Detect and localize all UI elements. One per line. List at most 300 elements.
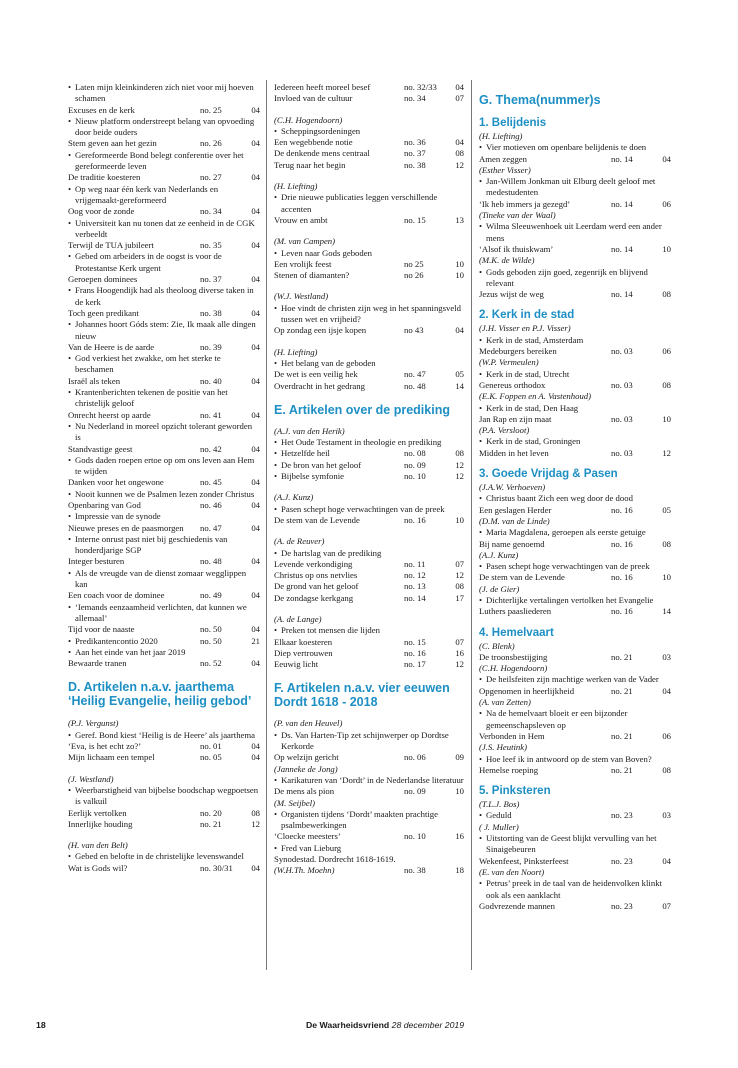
article-title: Hetzelfde heil (281, 448, 330, 459)
reference-line (68, 410, 260, 421)
page-ref: 13 (455, 214, 464, 225)
reference-line (68, 376, 260, 387)
bullet-text: Vier motieven om openbare belijdenis te doen (486, 142, 647, 153)
issue-number: no. 15 (404, 636, 426, 647)
issue-number: no. 30/31 (200, 862, 233, 873)
reference-line (68, 590, 260, 601)
reference-line (274, 148, 464, 159)
bullet-line (68, 319, 260, 342)
issue-number: no. 37 (200, 274, 222, 285)
issue-number: no. 23 (611, 855, 633, 866)
bullet-text: De heilsfeiten zijn machtige werken van de Vader (486, 674, 659, 685)
page-ref: 04 (662, 855, 671, 866)
issue-number: no. 21 (611, 651, 633, 662)
index-entry (274, 548, 464, 571)
author-name: (E.K. Foppen en A. Vastenhoud) (479, 391, 592, 402)
index-entry (274, 625, 464, 648)
reference-line (479, 154, 671, 165)
index-entry (479, 754, 671, 777)
author-name: (D.M. van de Linde) (479, 515, 550, 526)
page-ref: 04 (251, 104, 260, 115)
bullet-text: Gebed en belofte in de christelijke levenswandel (75, 851, 244, 862)
page-ref: 10 (455, 786, 464, 797)
bullet-text: Fred van Lieburg (281, 842, 342, 853)
page-ref: 16 (455, 647, 464, 658)
bullet-icon: • (68, 353, 72, 364)
bullet-text: Leven naar Gods geboden (281, 247, 372, 258)
bullet-line (68, 489, 260, 500)
issue-number: no. 50 (200, 624, 222, 635)
issue-number: no. 16 (404, 647, 426, 658)
page-ref: 12 (455, 570, 464, 581)
reference-line (479, 856, 671, 867)
index-entry (68, 319, 260, 353)
page-ref: 08 (455, 581, 464, 592)
index-entry (274, 593, 464, 604)
reference-line (479, 606, 671, 617)
reference-line (479, 505, 671, 516)
issue-number: no. 35 (200, 240, 222, 251)
index-entry (68, 785, 260, 819)
article-title: Stem geven aan het gezin (68, 138, 157, 149)
bullet-line (274, 625, 464, 636)
article-title: Nieuwe preses en de paasmorgen (68, 522, 184, 533)
index-entry (68, 602, 260, 636)
bullet-icon: • (479, 527, 483, 538)
bullet-line (479, 561, 671, 572)
issue-number: no 26 (404, 270, 424, 281)
article-title: Eeuwig licht (274, 659, 319, 670)
section-heading: F. Artikelen n.a.v. vier eeuwen Dordt 1618 - 2018 (274, 681, 450, 710)
bullet-icon: • (274, 448, 278, 459)
page-ref: 04 (251, 443, 260, 454)
page-ref: 10 (455, 514, 464, 525)
index-entry (68, 184, 260, 218)
bullet-line (68, 636, 260, 647)
bullet-line (274, 192, 464, 215)
article-title: ‘Ik heb immers ja gezegd’ (479, 198, 571, 209)
reference-line (479, 572, 671, 583)
bullet-body (281, 448, 464, 459)
bullet-icon: • (68, 251, 72, 262)
subsection-heading: 2. Kerk in de stad (479, 309, 575, 322)
reference-line (479, 686, 671, 697)
article-title: Van de Heere is de aarde (68, 341, 155, 352)
bullet-text: Op weg naar één kerk van Nederlands en vrijgemaakt-gereformeerd (75, 183, 219, 205)
index-entry (68, 636, 260, 647)
article-title: Toch geen predikant (68, 307, 139, 318)
article-title: Standvastige geest (68, 443, 133, 454)
author-name: (H. van den Belt) (68, 840, 128, 851)
reference-line (281, 448, 464, 459)
reference-line (274, 581, 464, 592)
bullet-line (479, 674, 671, 685)
article-title: Op zondag een ijsje kopen (274, 325, 367, 336)
page-ref: 04 (251, 862, 260, 873)
bullet-icon: • (479, 221, 483, 232)
reference-line (479, 539, 671, 550)
bullet-icon: • (68, 511, 72, 522)
index-entry (274, 648, 464, 659)
issue-number: no. 05 (200, 752, 222, 763)
author-name: (J.H. Visser en P.J. Visser) (479, 323, 571, 334)
column-divider (266, 80, 267, 970)
index-entry (479, 403, 671, 426)
bullet-icon: • (68, 217, 72, 228)
issue-number: no. 21 (611, 685, 633, 696)
reference-line (68, 624, 260, 635)
subsection-heading: 1. Belijdenis (479, 117, 547, 129)
index-entry (274, 659, 464, 670)
reference-line (479, 289, 671, 300)
reference-line (274, 593, 464, 604)
page-ref: 16 (455, 831, 464, 842)
bullet-icon: • (479, 142, 483, 153)
bullet-text: Impressie van de synode (75, 511, 161, 522)
article-title: Midden in het leven (479, 447, 549, 458)
author-name: (A.J. Kunz) (274, 492, 314, 503)
issue-number: no. 48 (404, 380, 426, 391)
reference-line (68, 138, 260, 149)
page-ref: 08 (662, 764, 671, 775)
page-ref: 04 (251, 658, 260, 669)
bullet-text: Interne onrust past niet bij geschiedenis van honderdjarige SGP (75, 533, 228, 556)
index-entry (68, 387, 260, 421)
index-entry (274, 471, 464, 482)
page-ref: 04 (251, 556, 260, 567)
bullet-line (68, 455, 260, 478)
article-title: Geduld (486, 810, 512, 821)
issue-number: no. 03 (611, 413, 633, 424)
bullet-text: Weerbarstigheid van bijbelse boodschap wegpoetsen is valkuil (75, 784, 259, 807)
bullet-text: Aan het einde van het jaar 2019 (75, 646, 186, 657)
index-entry (274, 730, 464, 764)
bullet-text: Ds. Van Harten-Tip zet schijnwerper op Dordtse Kerkorde (281, 729, 449, 752)
issue-number: no. 17 (404, 659, 426, 670)
page-ref: 12 (455, 659, 464, 670)
bullet-line (479, 595, 671, 606)
bullet-text: Het belang van de geboden (281, 357, 376, 368)
bullet-icon: • (274, 459, 278, 470)
index-entry (479, 674, 671, 697)
author-name: (W.J. Westland) (274, 291, 329, 302)
index-entry (274, 504, 464, 527)
column-3 (479, 82, 671, 912)
bullet-icon: • (479, 493, 483, 504)
issue-number: no. 39 (200, 341, 222, 352)
article-title: Innerlijke houding (68, 818, 133, 829)
bullet-line (274, 809, 464, 832)
bullet-icon: • (479, 878, 483, 889)
reference-line (479, 448, 671, 459)
bullet-line (274, 248, 464, 259)
article-title: (W.H.Th. Moehn) (274, 865, 335, 876)
bullet-line (274, 504, 464, 515)
issue-number: no. 49 (200, 590, 222, 601)
article-title: Invloed van de cultuur (274, 93, 353, 104)
bullet-icon: • (274, 125, 278, 136)
author-name: (J.S. Heutink) (479, 742, 528, 753)
reference-line (281, 460, 464, 471)
reference-line (274, 659, 464, 670)
bullet-line (68, 511, 260, 522)
index-entry (479, 652, 671, 663)
bullet-text: Jan-Willem Jonkman uit Elburg deelt geloof met medestudenten (486, 176, 656, 198)
bullet-line (479, 221, 671, 244)
article-title: Vrouw en ambt (274, 214, 328, 225)
reference-line (274, 93, 464, 104)
index-entry (479, 595, 671, 618)
bullet-text: Karikaturen van ‘Dordt’ in de Nederlandse literatuur (281, 774, 464, 785)
index-entry (68, 285, 260, 319)
index-entry (274, 358, 464, 381)
article-title: Bij name genoemd (479, 538, 545, 549)
issue-number: no. 10 (404, 831, 426, 842)
issue-number: no. 37 (404, 148, 426, 159)
reference-line (68, 274, 260, 285)
page-ref: 04 (251, 624, 260, 635)
bullet-body (281, 471, 464, 482)
bullet-icon: • (479, 674, 483, 685)
reference-line (274, 570, 464, 581)
page-ref: 04 (251, 477, 260, 488)
reference-line (274, 160, 464, 171)
page-ref: 07 (455, 636, 464, 647)
author-name: (T.L.J. Bos) (479, 799, 520, 810)
author-name: (C. Blenk) (479, 640, 515, 651)
author-name: (A. de Lange) (274, 613, 322, 624)
article-title: Een wegebbende notie (274, 137, 353, 148)
page-ref: 06 (662, 198, 671, 209)
bullet-icon: • (274, 471, 278, 482)
bullet-icon: • (274, 247, 278, 258)
page-ref: 18 (455, 865, 464, 876)
issue-number: no. 13 (404, 581, 426, 592)
page-ref: 09 (455, 752, 464, 763)
author-name: (H. Liefting) (479, 131, 523, 141)
bullet-icon: • (274, 302, 278, 313)
bullet-line (479, 267, 671, 290)
reference-line (274, 865, 464, 876)
bullet-line (479, 878, 671, 901)
page-ref: 08 (455, 148, 464, 159)
section-heading: D. Artikelen n.a.v. jaarthema ‘Heilig Evangelie, heilig gebod’ (68, 680, 252, 709)
index-entry (68, 534, 260, 568)
bullet-line (274, 548, 464, 559)
bullet-text: Gereformeerde Bond belegt conferentie over het gereformeerde leven (75, 149, 244, 172)
article-title: Tijd voor de naaste (68, 624, 135, 635)
index-entry (479, 369, 671, 392)
bullet-line (68, 602, 260, 625)
bullet-text: De hartslag van de prediking (281, 547, 382, 558)
bullet-icon: • (68, 567, 72, 578)
bullet-line (68, 730, 260, 741)
author-name: (P. van den Heuvel) (274, 718, 343, 729)
index-entry (68, 511, 260, 534)
bullet-text: Na de hemelvaart bloeit er een bijzonder gemeenschapsleven op (486, 708, 628, 730)
article-title: Predikantencontio 2020 (75, 635, 158, 646)
article-title: Amen zeggen (479, 153, 528, 164)
bullet-text: Nu Nederland in moreel opzicht tolerant geworden is (75, 420, 253, 443)
bullet-line (274, 843, 464, 854)
reference-line (479, 380, 671, 391)
bullet-text: Wilma Sleeuwenhoek uit Leerdam werd een ander mens (486, 221, 662, 243)
reference-line (274, 515, 464, 526)
bullet-text: Kerk in de stad, Groningen (486, 436, 581, 447)
bullet-line (68, 150, 260, 173)
article-title: Godvrezende mannen (479, 900, 555, 911)
article-title: Oog voor de zonde (68, 206, 135, 217)
author-name: ( J. Muller) (479, 821, 519, 832)
index-entry (274, 843, 464, 854)
bullet-icon: • (68, 183, 72, 194)
bullet-line (274, 437, 464, 448)
author-name: (H. Liefting) (274, 181, 318, 192)
bullet-icon: • (479, 561, 483, 572)
bullet-line (479, 369, 671, 380)
bullet-text: Hoe leef ik in antwoord op de stem van Boven? (486, 753, 652, 764)
issue-number: no. 14 (611, 289, 633, 300)
index-entry (479, 267, 671, 301)
bullet-icon: • (68, 533, 72, 544)
bullet-line (68, 647, 260, 658)
issue-number: no. 46 (200, 499, 222, 510)
bullet-line (479, 436, 671, 447)
index-entry (479, 561, 671, 584)
bullet-line (479, 176, 671, 199)
bullet-text: Frans Hoogendijk had als theoloog diverse taken in de kerk (75, 285, 254, 307)
bullet-text: Pasen schept hoge verwachtingen van de preek (281, 503, 445, 514)
article-title: ‘Alsof ik thuiskwam’ (479, 243, 554, 254)
page-ref: 04 (662, 685, 671, 696)
issue-number: no. 32/33 (404, 82, 437, 92)
page-ref: 08 (455, 448, 464, 459)
index-entry (274, 381, 464, 392)
page-ref: 04 (251, 522, 260, 533)
bullet-icon: • (68, 784, 72, 795)
article-title: Bijbelse symfonie (281, 471, 344, 482)
page-ref: 04 (251, 341, 260, 352)
article-title: Christus op ons netvlies (274, 570, 358, 581)
bullet-text: Drie nieuwe publicaties leggen verschillende accenten (281, 192, 438, 214)
index-entry (274, 809, 464, 843)
author-name: (A.J. Kunz) (479, 549, 519, 560)
reference-line (479, 244, 671, 255)
issue-number: no. 23 (611, 900, 633, 911)
bullet-text: Pasen schept hoge verwachtingen van de preek (486, 561, 650, 572)
bullet-icon: • (68, 851, 72, 862)
bullet-text: Kerk in de stad, Utrecht (486, 368, 570, 379)
article-title: De stem van de Levende (274, 514, 360, 525)
reference-line (68, 863, 260, 874)
article-title: ‘Cloecke meesters’ (274, 831, 341, 842)
bullet-text: God verkiest het zwakke, om het sterke te beschamen (75, 353, 221, 375)
issue-number: no. 12 (404, 570, 426, 581)
article-title: Israël als teken (68, 375, 121, 386)
bullet-text: Nieuw platform onderstreept belang van opvoeding door beide ouders (75, 115, 255, 138)
issue-number: no. 34 (200, 206, 222, 217)
index-entry (68, 251, 260, 285)
bullet-line (479, 527, 671, 538)
section-heading: G. Thema(nummer)s (479, 93, 601, 107)
article-title: Verbonden in Hem (479, 730, 545, 741)
article-title: De troonsbestijging (479, 651, 548, 662)
issue-number: no. 06 (404, 752, 426, 763)
article-title: Overdracht in het gedrang (274, 380, 365, 391)
reference-line (274, 369, 464, 380)
article-title: Op welzijn gericht (274, 752, 339, 763)
issue-number: no. 21 (611, 730, 633, 741)
issue-number: no. 14 (611, 243, 633, 254)
bullet-text: Gebed om arbeiders in de oogst is voor de Protestantse Kerk urgent (75, 251, 222, 273)
article-title: Opgenomen in heerlijkheid (479, 685, 575, 696)
index-entry (68, 752, 260, 763)
bullet-text: Hoe vindt de christen zijn weg in het spanningsveld tussen wet en vrijheid? (281, 302, 461, 325)
index-entry (479, 221, 671, 255)
article-title: Integer besturen (68, 556, 125, 567)
reference-line (274, 82, 464, 93)
publication-date: 28 december 2019 (391, 1020, 465, 1030)
issue-number: no. 47 (200, 522, 222, 533)
entry-text: Synodestad. Dordrecht 1618-1619. (274, 854, 396, 865)
article-title: Iedereen heeft moreel besef (274, 82, 371, 92)
index-entry (274, 270, 464, 281)
page-ref: 07 (455, 93, 464, 104)
reference-line (68, 500, 260, 511)
author-name: (A.J. van den Herik) (274, 425, 345, 436)
reference-line (68, 206, 260, 217)
bullet-body (486, 810, 671, 821)
article-title: Een geslagen Herder (479, 504, 552, 515)
bullet-text: Kerk in de stad, Den Haag (486, 402, 579, 413)
index-entry (479, 142, 671, 165)
page-ref: 05 (455, 369, 464, 380)
page-ref: 21 (251, 635, 260, 646)
publication-name: De Waarheidsvriend (306, 1020, 390, 1030)
index-entry (68, 730, 260, 753)
article-title: Luthers paasliederen (479, 606, 552, 617)
issue-number: no. 15 (404, 214, 426, 225)
bullet-body (281, 460, 464, 471)
bullet-line (68, 285, 260, 308)
bullet-text: Als de vreugde van de dienst zomaar wegglippen kan (75, 567, 247, 590)
page-ref: 04 (455, 325, 464, 336)
bullet-text: Kerk in de stad, Amsterdam (486, 334, 584, 345)
page-ref: 04 (251, 172, 260, 183)
reference-line (68, 240, 260, 251)
page-ref: 04 (455, 82, 464, 92)
issue-number: no. 16 (611, 606, 633, 617)
page-ref: 04 (251, 752, 260, 763)
bullet-icon: • (274, 842, 278, 853)
bullet-icon: • (68, 82, 72, 92)
reference-line (274, 381, 464, 392)
issue-number: no. 41 (200, 409, 222, 420)
page-ref: 07 (455, 558, 464, 569)
article-title: Jan Rap en zijn maat (479, 413, 552, 424)
index-entry (68, 421, 260, 455)
issue-number: no. 27 (200, 172, 222, 183)
issue-number: no. 14 (611, 198, 633, 209)
reference-line (68, 308, 260, 319)
bullet-icon: • (479, 266, 483, 277)
reference-line (68, 741, 260, 752)
reference-line (68, 752, 260, 763)
article-title: Stenen of diamanten? (274, 270, 350, 281)
index-entry (274, 82, 464, 93)
page-ref: 04 (251, 138, 260, 149)
index-entry (68, 82, 260, 116)
